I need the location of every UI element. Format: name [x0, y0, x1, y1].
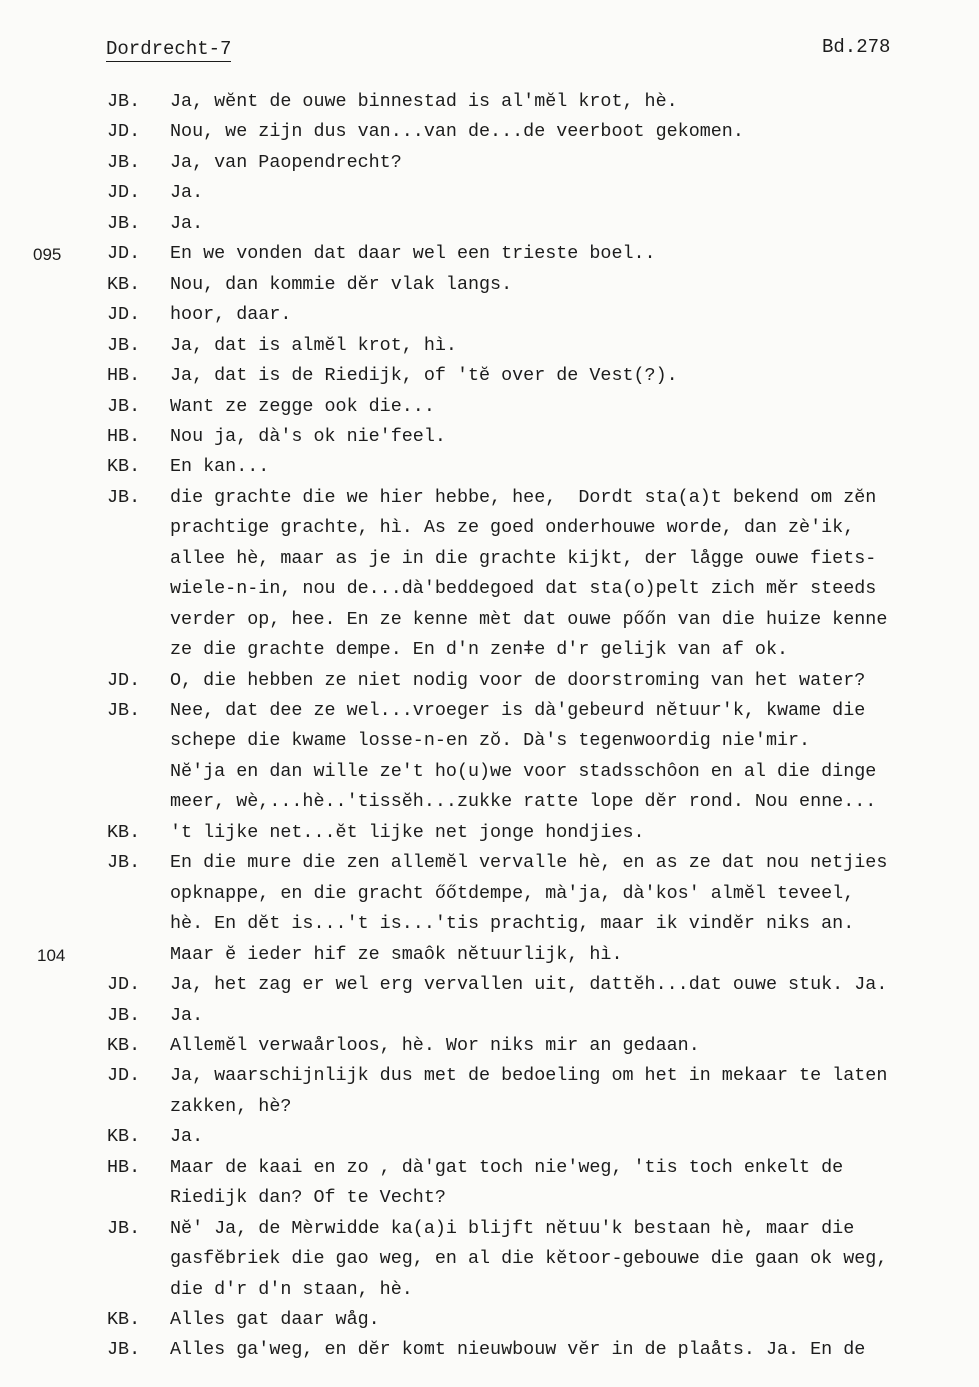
transcript-line	[0, 392, 979, 422]
speaker-label: HB.	[107, 365, 141, 387]
speaker-label: JD.	[107, 1065, 141, 1087]
speaker-label: HB.	[107, 1156, 141, 1178]
speaker-label: KB.	[107, 1309, 141, 1330]
transcript-line	[0, 970, 979, 1000]
transcript-line	[0, 544, 979, 574]
transcript-line	[0, 1122, 979, 1152]
transcript-line	[0, 1214, 979, 1244]
line-text: Ja, het zag er wel erg vervallen uit, dattĕh...dat ouwe stuk. Ja.	[170, 974, 888, 996]
transcript-line	[0, 361, 979, 391]
line-text: Want ze zegge ook die...	[170, 395, 435, 417]
speaker-label: JD.	[107, 304, 141, 326]
transcript-line	[0, 1092, 979, 1122]
speaker-label: JB.	[107, 212, 141, 234]
line-text: 't lijke net...ĕt lijke net jonge hondjies.	[170, 821, 645, 843]
line-text: Riedijk dan? Of te Vecht?	[170, 1187, 446, 1209]
transcript-line	[0, 666, 979, 696]
transcript-line	[0, 757, 979, 787]
line-text: Ja.	[170, 1126, 204, 1148]
line-text: O, die hebben ze niet nodig voor de doorstroming van het water?	[170, 669, 866, 691]
line-text: meer, wè,...hè..'tissĕh...zukke ratte lope dĕr rond. Nou enne...	[170, 791, 877, 813]
line-text: Alles ga'weg, en dĕr komt nieuwbouw vĕr in de plaåts. Ja. En de	[170, 1339, 866, 1361]
line-text: Nou ja, dà's ok nie'feel.	[170, 425, 446, 447]
transcript-line	[0, 452, 979, 482]
speaker-label: JB.	[107, 91, 141, 112]
transcript-line	[0, 1001, 979, 1031]
transcript-line	[0, 87, 979, 117]
speaker-label: KB.	[107, 456, 141, 478]
speaker-label: JB.	[107, 151, 141, 173]
line-text: Nou, we zijn dus van...van de...de veerboot gekomen.	[170, 121, 744, 143]
transcript-line	[0, 513, 979, 543]
transcript-line	[0, 818, 979, 848]
transcript-line	[0, 909, 979, 939]
line-text: schepe die kwame losse-n-en zŏ. Dà's tegenwoordig nie'mir.	[170, 730, 811, 752]
transcript-line	[0, 787, 979, 817]
speaker-label: KB.	[107, 821, 141, 843]
line-text: Ja.	[170, 182, 204, 204]
speaker-label: JD.	[107, 121, 141, 143]
transcript-line	[0, 1305, 979, 1335]
transcript-line	[0, 239, 979, 269]
transcript-line	[0, 178, 979, 208]
line-text: Ja.	[170, 1004, 204, 1026]
speaker-label: JB.	[107, 1004, 141, 1026]
speaker-label: JB.	[107, 700, 141, 721]
transcript-line	[0, 635, 979, 665]
transcript-line	[0, 940, 979, 970]
transcript-line	[0, 1244, 979, 1274]
speaker-label: JB.	[107, 486, 141, 508]
line-text: allee hè, maar as je in die grachte kijkt, der lågge ouwe fiets-	[170, 547, 877, 569]
speaker-label: JB.	[107, 1339, 141, 1361]
transcript-line	[0, 483, 979, 513]
line-text: Alles gat daar wåg.	[170, 1309, 380, 1330]
page-title: Dordrecht-7	[106, 38, 232, 60]
transcript-line	[0, 331, 979, 361]
transcript-line	[0, 148, 979, 178]
line-text: opknappe, en die gracht őőtdempe, mà'ja, dà'kos' almĕl teveel,	[170, 882, 855, 904]
speaker-label: KB.	[107, 1126, 141, 1148]
transcript-line	[0, 726, 979, 756]
transcript-line	[0, 1061, 979, 1091]
line-text: Ja, van Paopendrecht?	[170, 151, 402, 173]
line-text: Nee, dat dee ze wel...vroeger is dà'gebeurd nĕtuur'k, kwame die	[170, 700, 866, 721]
speaker-label: HB.	[107, 425, 141, 447]
transcript-line	[0, 848, 979, 878]
line-text: Ja, wĕnt de ouwe binnestad is al'mĕl krot, hè.	[170, 91, 678, 112]
transcript-line	[0, 422, 979, 452]
line-text: En die mure die zen allemĕl vervalle hè, en as ze dat nou netjies	[170, 852, 888, 874]
transcript-line	[0, 117, 979, 147]
speaker-label: JB.	[107, 1217, 141, 1239]
speaker-label: JD.	[107, 243, 141, 265]
transcript-line	[0, 1183, 979, 1213]
line-text: Ja.	[170, 212, 204, 234]
transcript-line	[0, 574, 979, 604]
line-text: ze die grachte dempe. En d'n zenǂe d'r gelijk van af ok.	[170, 639, 789, 661]
line-text: die grachte die we hier hebbe, hee, Dordt sta(a)t bekend om zĕn	[170, 486, 877, 508]
line-text: Ja, dat is de Riedijk, of 'tĕ over de Vest(?).	[170, 365, 678, 387]
margin-line-number: 104	[37, 945, 66, 965]
margin-line-number: 095	[33, 245, 62, 265]
transcript-line	[0, 270, 979, 300]
line-text: En kan...	[170, 456, 270, 478]
transcript-line	[0, 879, 979, 909]
line-text: die d'r d'n staan, hè.	[170, 1278, 413, 1300]
transcript-line	[0, 209, 979, 239]
transcript-line	[0, 300, 979, 330]
speaker-label: JD.	[107, 669, 141, 691]
line-text: hoor, daar.	[170, 304, 292, 326]
line-text: wiele-n-in, nou de...dà'beddegoed dat sta(o)pelt zich mĕr steeds	[170, 578, 877, 600]
line-text: Maar de kaai en zo , dà'gat toch nie'weg, 'tis toch enkelt de	[170, 1156, 844, 1178]
transcript-line	[0, 696, 979, 726]
line-text: verder op, hee. En ze kenne mèt dat ouwe pőőn van die huize kenne	[170, 608, 888, 630]
speaker-label: JB.	[107, 395, 141, 417]
speaker-label: JD.	[107, 974, 141, 996]
line-text: Nĕ'ja en dan wille ze't ho(u)we voor stadsschôon en al die dinge	[170, 760, 877, 782]
page-number: Bd.278	[822, 36, 891, 58]
line-text: gasfĕbriek die gao weg, en al die kĕtoor-gebouwe die gaan ok weg,	[170, 1248, 888, 1270]
line-text: Ja, dat is almĕl krot, hì.	[170, 334, 457, 356]
transcript-line	[0, 1275, 979, 1305]
line-text: Ja, waarschijnlijk dus met de bedoeling om het in mekaar te laten	[170, 1065, 888, 1087]
speaker-label: JB.	[107, 852, 141, 874]
speaker-label: JB.	[107, 334, 141, 356]
line-text: Maar ĕ ieder hif ze smaôk nĕtuurlijk, hì.	[170, 943, 623, 965]
line-text: zakken, hè?	[170, 1095, 292, 1117]
speaker-label: KB.	[107, 1034, 141, 1056]
line-text: Nĕ' Ja, de Mèrwidde ka(a)i blijft nĕtuu'k bestaan hè, maar die	[170, 1217, 855, 1239]
line-text: Allemĕl verwaårloos, hè. Wor niks mir an gedaan.	[170, 1034, 700, 1056]
transcript-line	[0, 1153, 979, 1183]
transcript-line	[0, 1031, 979, 1061]
speaker-label: KB.	[107, 273, 141, 295]
transcript-line	[0, 605, 979, 635]
transcript-line	[0, 1335, 979, 1365]
line-text: En we vonden dat daar wel een trieste boel..	[170, 243, 656, 265]
speaker-label: JD.	[107, 182, 141, 204]
line-text: Nou, dan kommie dĕr vlak langs.	[170, 273, 513, 295]
line-text: hè. En dĕt is...'t is...'tis prachtig, maar ik vindĕr niks an.	[170, 913, 855, 935]
line-text: prachtige grachte, hì. As ze goed onderhouwe worde, dan zè'ik,	[170, 517, 855, 539]
